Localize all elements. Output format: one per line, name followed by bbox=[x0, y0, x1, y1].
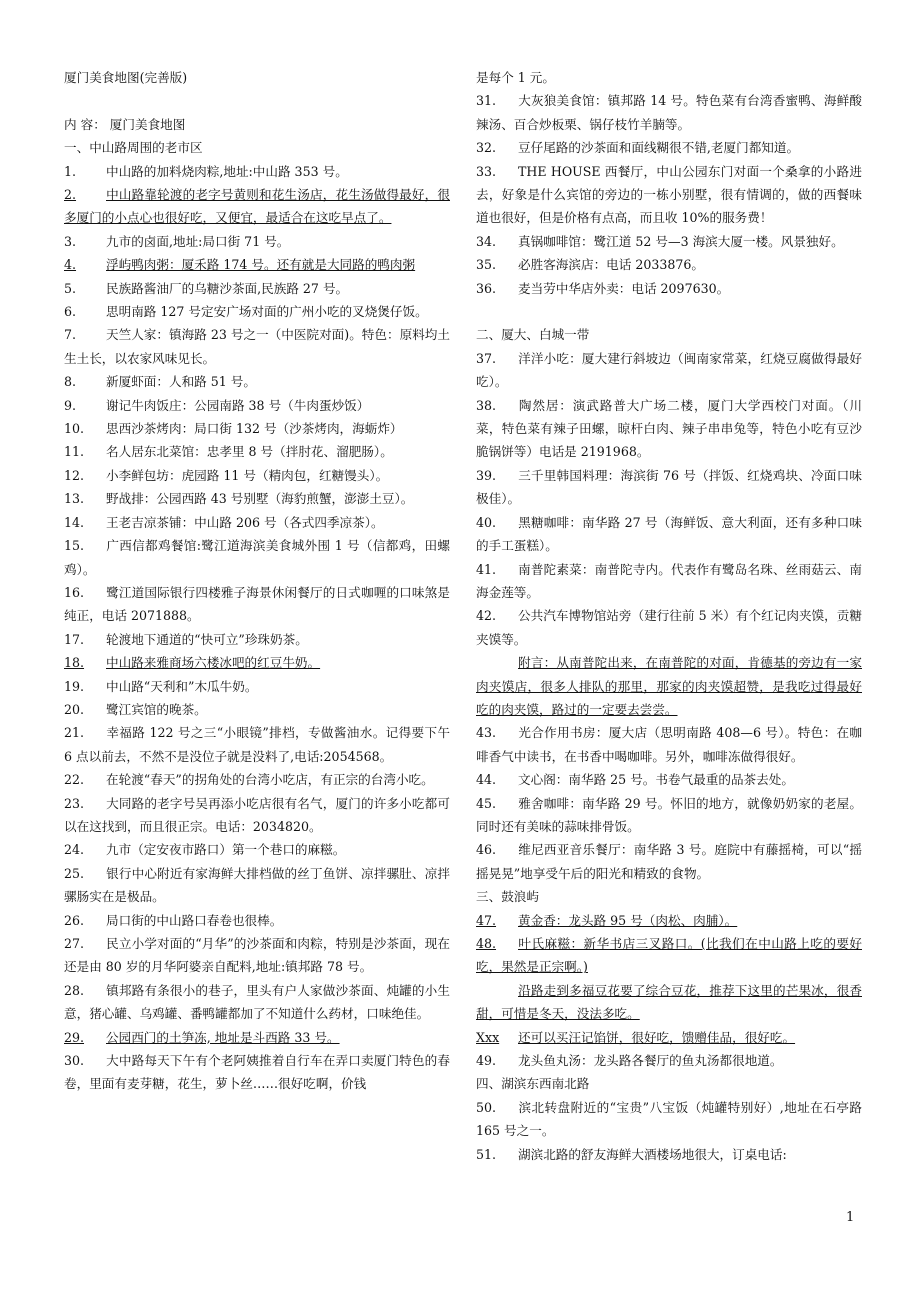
item-text: 王老吉凉茶铺：中山路 206 号（各式四季凉茶）。 bbox=[106, 514, 384, 530]
item-text: 湖滨北路的舒友海鲜大酒楼场地很大，订桌电话: bbox=[518, 1146, 787, 1162]
item-text: 公共汽车博物馆站旁（建行往前 5 米）有个红记肉夹馍，贡糖夹馍等。 bbox=[476, 608, 862, 647]
text-line bbox=[476, 651, 862, 721]
list-item bbox=[476, 1026, 862, 1049]
list-item bbox=[64, 909, 450, 932]
item-text: 沿路走到多福豆花要了综合豆花，推荐下这里的芒果冰，很香甜，可惜是冬天，没法多吃。 bbox=[476, 982, 862, 1022]
item-text: 三、鼓浪屿 bbox=[476, 889, 539, 905]
item-text: 黄金香：龙头路 95 号（肉松、肉脯）。 bbox=[518, 912, 738, 928]
item-text: 麦当劳中华店外卖：电话 2097630。 bbox=[518, 280, 730, 296]
item-text: 必胜客海滨店：电话 2033876。 bbox=[518, 257, 705, 273]
item-text: 大中路每天下午有个老阿姨推着自行车在弄口卖厦门特色的春卷，里面有麦芽糖，花生，萝卜丝……很好吃啊，价钱 bbox=[64, 1053, 450, 1092]
list-item bbox=[64, 581, 450, 628]
item-text: 叶氏麻糍：新华书店三叉路口。(比我们在中山路上吃的要好吃，果然是正宗啊。) bbox=[476, 936, 862, 975]
item-number: 51. bbox=[476, 1146, 497, 1162]
item-text: 维尼西亚音乐餐厅：南华路 3 号。庭院中有藤摇椅，可以“摇摇晃晃”地享受午后的阳光和精致的食物。 bbox=[476, 842, 862, 881]
item-number: 6. bbox=[64, 304, 77, 320]
item-text: 广西信都鸡餐馆:鹭江道海滨美食城外围 1 号（信都鸡，田螺鸡）。 bbox=[64, 538, 450, 577]
blank-line bbox=[64, 89, 450, 112]
item-number: 15. bbox=[64, 538, 85, 554]
item-text: 名人居东北菜馆：忠孝里 8 号（拌肘花、溜肥肠）。 bbox=[106, 444, 393, 460]
item-number: 28. bbox=[64, 982, 85, 998]
item-number: 18. bbox=[64, 655, 85, 671]
item-number: 41. bbox=[476, 561, 497, 577]
item-text: 中山路“天利和”木瓜牛奶。 bbox=[106, 678, 258, 694]
item-text: 银行中心附近有家海鲜大排档做的丝丁鱼饼、凉拌骡肚、凉拌骡肠实在是极品。 bbox=[64, 865, 450, 905]
item-text: 轮渡地下通道的“快可立”珍珠奶茶。 bbox=[106, 631, 308, 647]
right-column bbox=[476, 66, 862, 1166]
item-text: THE HOUSE 西餐厅，中山公园东门对面一个桑拿的小路进去，好象是什么宾馆的旁边的一栋小别墅，很有情调的，做的西餐味道也很好，但是价格有点高，而且收 10%的服务费！ bbox=[476, 163, 862, 226]
item-text: 天竺人家：镇海路 23 号之一（中医院对面)。特色：原料均土生土长，以农家风味见长。 bbox=[64, 327, 450, 366]
item-number: 2. bbox=[64, 187, 77, 203]
list-item bbox=[64, 370, 450, 393]
item-number: 10. bbox=[64, 421, 85, 437]
item-number: 33. bbox=[476, 163, 497, 179]
list-item bbox=[64, 838, 450, 861]
item-number: 13. bbox=[64, 491, 85, 507]
list-item bbox=[476, 136, 862, 159]
item-text: 龙头鱼丸汤：龙头路各餐厅的鱼丸汤都很地道。 bbox=[518, 1053, 783, 1069]
item-number: 24. bbox=[64, 842, 85, 858]
item-number: 17. bbox=[64, 631, 85, 647]
list-item bbox=[476, 511, 862, 558]
item-number: 11. bbox=[64, 444, 85, 460]
item-text: 思西沙茶烤肉：局口街 132 号（沙茶烤肉，海蛎炸） bbox=[106, 421, 403, 437]
item-text: 镇邦路有条很小的巷子，里头有户人家做沙茶面、炖罐的小生意，猪心罐、乌鸡罐、番鸭罐都加了不知道什么药材，口味绝佳。 bbox=[64, 982, 450, 1022]
item-text: 大同路的老字号吴再添小吃店很有名气，厦门的许多小吃都可以在这找到，而且很正宗。电话：2034820。 bbox=[64, 795, 450, 834]
item-text: 四、湖滨东西南北路 bbox=[476, 1076, 590, 1092]
item-text: 中山路的加料烧肉粽,地址:中山路 353 号。 bbox=[106, 163, 348, 179]
text-line bbox=[64, 66, 450, 89]
list-item bbox=[64, 792, 450, 839]
item-text: 洋洋小吃：厦大建行斜坡边（闽南家常菜，红烧豆腐做得最好吃）。 bbox=[476, 350, 862, 390]
list-item bbox=[64, 862, 450, 909]
item-number: 22. bbox=[64, 772, 85, 788]
item-text: 鹭江宾馆的晚茶。 bbox=[106, 701, 207, 717]
item-number: 23. bbox=[64, 795, 85, 811]
text-line bbox=[476, 66, 862, 89]
item-number: 29. bbox=[64, 1029, 85, 1045]
item-text: 民立小学对面的“月华”的沙茶面和肉粽，特别是沙茶面，现在还是由 80 岁的月华阿婆亲自配料,地址:镇邦路 78 号。 bbox=[64, 936, 450, 975]
item-number: 42. bbox=[476, 608, 497, 624]
item-number: 27. bbox=[64, 936, 85, 952]
item-number: 14. bbox=[64, 514, 85, 530]
item-text: 光合作用书房：厦大店（思明南路 408—6 号）。特色：在咖啡香气中读书，在书香中喝咖啡。另外，咖啡冻做得很好。 bbox=[476, 725, 862, 764]
item-number: 19. bbox=[64, 678, 85, 694]
item-number: 38. bbox=[476, 397, 497, 413]
list-item bbox=[64, 768, 450, 791]
item-number: 43. bbox=[476, 725, 497, 741]
item-number: 39. bbox=[476, 467, 497, 483]
list-item bbox=[476, 1096, 862, 1143]
list-item bbox=[476, 838, 862, 885]
list-item bbox=[64, 394, 450, 417]
list-item bbox=[64, 440, 450, 463]
list-item bbox=[476, 277, 862, 300]
list-item bbox=[64, 651, 450, 674]
item-text: 中山路靠轮渡的老字号黄则和花生汤店，花生汤做得最好，很多厦门的小点心也很好吃，又便宜，最适合在这吃早点了。 bbox=[64, 187, 450, 226]
item-number: 40. bbox=[476, 514, 497, 530]
list-item bbox=[64, 698, 450, 721]
list-item bbox=[476, 89, 862, 136]
page-number: 1 bbox=[846, 1210, 855, 1225]
item-number: 31. bbox=[476, 93, 497, 109]
item-number: 1. bbox=[64, 163, 77, 179]
item-text: 一、中山路周围的老市区 bbox=[64, 140, 203, 156]
item-number: 20. bbox=[64, 701, 85, 717]
list-item bbox=[64, 230, 450, 253]
text-line bbox=[476, 1072, 862, 1095]
item-text: 厦门美食地图(完善版) bbox=[64, 70, 188, 85]
item-text: 黑糖咖啡：南华路 27 号（海鲜饭、意大利面，还有多种口味的手工蛋糕）。 bbox=[476, 514, 862, 554]
item-text: 内 容： 厦门美食地图 bbox=[64, 116, 186, 132]
text-line bbox=[64, 136, 450, 159]
list-item bbox=[476, 253, 862, 276]
item-number: 12. bbox=[64, 467, 85, 483]
list-item bbox=[64, 487, 450, 510]
list-item bbox=[64, 932, 450, 979]
item-text: 还可以买汪记馅饼，很好吃，馈赠佳品，很好吃。 bbox=[518, 1029, 796, 1045]
item-number: 34. bbox=[476, 233, 497, 249]
item-number: 47. bbox=[476, 912, 497, 928]
item-number: 35. bbox=[476, 257, 497, 273]
text-line bbox=[476, 885, 862, 908]
item-text: 大灰狼美食馆：镇邦路 14 号。特色菜有台湾香蜜鸭、海鲜酸辣汤、百合炒板栗、锅仔枝竹羊腩等。 bbox=[476, 93, 862, 132]
list-item bbox=[476, 721, 862, 768]
item-number: 48. bbox=[476, 936, 497, 952]
list-item bbox=[64, 1049, 450, 1096]
item-number: Xxx bbox=[476, 1029, 500, 1045]
item-text: 浮屿鸭肉粥：厦禾路 174 号。还有就是大同路的鸭肉粥 bbox=[106, 257, 416, 273]
list-item bbox=[64, 253, 450, 276]
list-item bbox=[476, 464, 862, 511]
item-number: 16. bbox=[64, 584, 85, 600]
item-text: 南普陀素菜：南普陀寺内。代表作有鹭岛名珠、丝雨菇云、南海金莲等。 bbox=[476, 561, 862, 600]
list-item bbox=[64, 323, 450, 370]
item-text: 谢记牛肉饭庄：公园南路 38 号（牛肉蛋炒饭） bbox=[106, 397, 370, 413]
item-text: 九市的卤面,地址:局口街 71 号。 bbox=[106, 233, 290, 249]
item-text: 真锅咖啡馆：鹭江道 52 号—3 海滨大厦一楼。风景独好。 bbox=[518, 233, 844, 249]
item-text: 思明南路 127 号定安广场对面的广州小吃的叉烧煲仔饭。 bbox=[106, 304, 428, 320]
item-number: 46. bbox=[476, 842, 497, 858]
list-item bbox=[64, 1026, 450, 1049]
item-number: 7. bbox=[64, 327, 77, 343]
list-item bbox=[64, 300, 450, 323]
text-line bbox=[476, 323, 862, 346]
item-number: 3. bbox=[64, 233, 77, 249]
item-number: 50. bbox=[476, 1099, 497, 1115]
item-number: 32. bbox=[476, 140, 497, 156]
item-number: 36. bbox=[476, 280, 497, 296]
item-number: 21. bbox=[64, 725, 85, 741]
list-item bbox=[476, 1049, 862, 1072]
item-number: 26. bbox=[64, 912, 85, 928]
text-line bbox=[476, 979, 862, 1026]
list-item bbox=[64, 464, 450, 487]
list-item bbox=[476, 932, 862, 979]
list-item bbox=[64, 675, 450, 698]
item-number: 30. bbox=[64, 1053, 85, 1069]
item-number: 8. bbox=[64, 374, 77, 390]
list-item bbox=[64, 721, 450, 768]
list-item bbox=[476, 792, 862, 839]
item-text: 民族路酱油厂的乌糖沙茶面,民族路 27 号。 bbox=[106, 280, 349, 296]
list-item bbox=[476, 394, 862, 464]
item-text: 附言：从南普陀出来，在南普陀的对面，肯德基的旁边有一家肉夹馍店，很多人排队的那里，那家的肉夹馍超赞，是我吃过得最好吃的肉夹馍，路过的一定要去尝尝。 bbox=[476, 655, 862, 717]
item-text: 在轮渡“春天”的拐角处的台湾小吃店，有正宗的台湾小吃。 bbox=[106, 772, 434, 788]
list-item bbox=[476, 347, 862, 394]
item-text: 是每个 1 元。 bbox=[476, 70, 555, 85]
list-item bbox=[64, 417, 450, 440]
item-number: 44. bbox=[476, 772, 497, 788]
list-item bbox=[476, 558, 862, 605]
item-text: 鹭江道国际银行四楼雅子海景休闲餐厅的日式咖喱的口味煞是纯正，电话 2071888。 bbox=[64, 584, 450, 624]
item-text: 幸福路 122 号之三“小眼镜”排档，专做酱油水。记得要下午 6 点以前去，不然不是没位子就是没料了,电话:2054568。 bbox=[64, 725, 450, 764]
left-column bbox=[64, 66, 450, 1096]
blank-line bbox=[476, 300, 862, 323]
item-text: 中山路来雅商场六楼冰吧的红豆牛奶。 bbox=[106, 655, 321, 671]
list-item bbox=[476, 604, 862, 651]
list-item bbox=[64, 534, 450, 581]
item-text: 文心阁：南华路 25 号。书卷气最重的品茶去处。 bbox=[518, 772, 794, 788]
list-item bbox=[64, 160, 450, 183]
item-number: 49. bbox=[476, 1053, 497, 1069]
item-text: 新厦虾面：人和路 51 号。 bbox=[106, 374, 256, 390]
item-text: 小李鲜包坊：虎园路 11 号（精肉包，红糖馒头）。 bbox=[106, 467, 389, 483]
item-number: 5. bbox=[64, 280, 77, 296]
item-text: 野战排：公园西路 43 号别墅（海豹煎蟹，澎澎土豆）。 bbox=[106, 491, 414, 507]
item-text: 雅舍咖啡：南华路 29 号。怀旧的地方，就像奶奶家的老屋。同时还有美味的蒜味排骨饭。 bbox=[476, 795, 862, 834]
item-text: 陶然居：演武路普大广场二楼，厦门大学西校门对面。（川菜，特色菜有辣子田螺，晾杆白肉、辣子串串兔等，特色小吃有豆沙脆锅饼等）电话是 2191968。 bbox=[476, 397, 862, 460]
item-number: 9. bbox=[64, 397, 77, 413]
text-line bbox=[64, 113, 450, 136]
item-number: 4. bbox=[64, 257, 77, 273]
list-item bbox=[476, 230, 862, 253]
list-item bbox=[64, 277, 450, 300]
item-text: 三千里韩国料理：海滨街 76 号（拌饭、红烧鸡块、冷面口味极佳）。 bbox=[476, 467, 862, 507]
item-number: 25. bbox=[64, 865, 85, 881]
item-text: 九市（定安夜市路口）第一个巷口的麻糍。 bbox=[106, 842, 346, 858]
list-item bbox=[64, 183, 450, 230]
item-text: 豆仔尾路的沙茶面和面线糊很不错,老厦门都知道。 bbox=[518, 140, 800, 156]
list-item bbox=[64, 511, 450, 534]
item-number: 37. bbox=[476, 350, 497, 366]
list-item bbox=[64, 628, 450, 651]
list-item bbox=[476, 768, 862, 791]
item-text: 滨北转盘附近的“宝贵”八宝饭（炖罐特别好）,地址在石亭路 165 号之一。 bbox=[476, 1099, 862, 1139]
item-text: 局口街的中山路口春卷也很棒。 bbox=[106, 912, 283, 928]
list-item bbox=[64, 979, 450, 1026]
item-text: 二、厦大、白城一带 bbox=[476, 327, 590, 343]
item-number: 45. bbox=[476, 795, 497, 811]
list-item bbox=[476, 1143, 862, 1166]
list-item bbox=[476, 160, 862, 230]
list-item bbox=[476, 909, 862, 932]
item-text: 公园西门的土笋冻, 地址是斗西路 33 号。 bbox=[106, 1029, 340, 1045]
